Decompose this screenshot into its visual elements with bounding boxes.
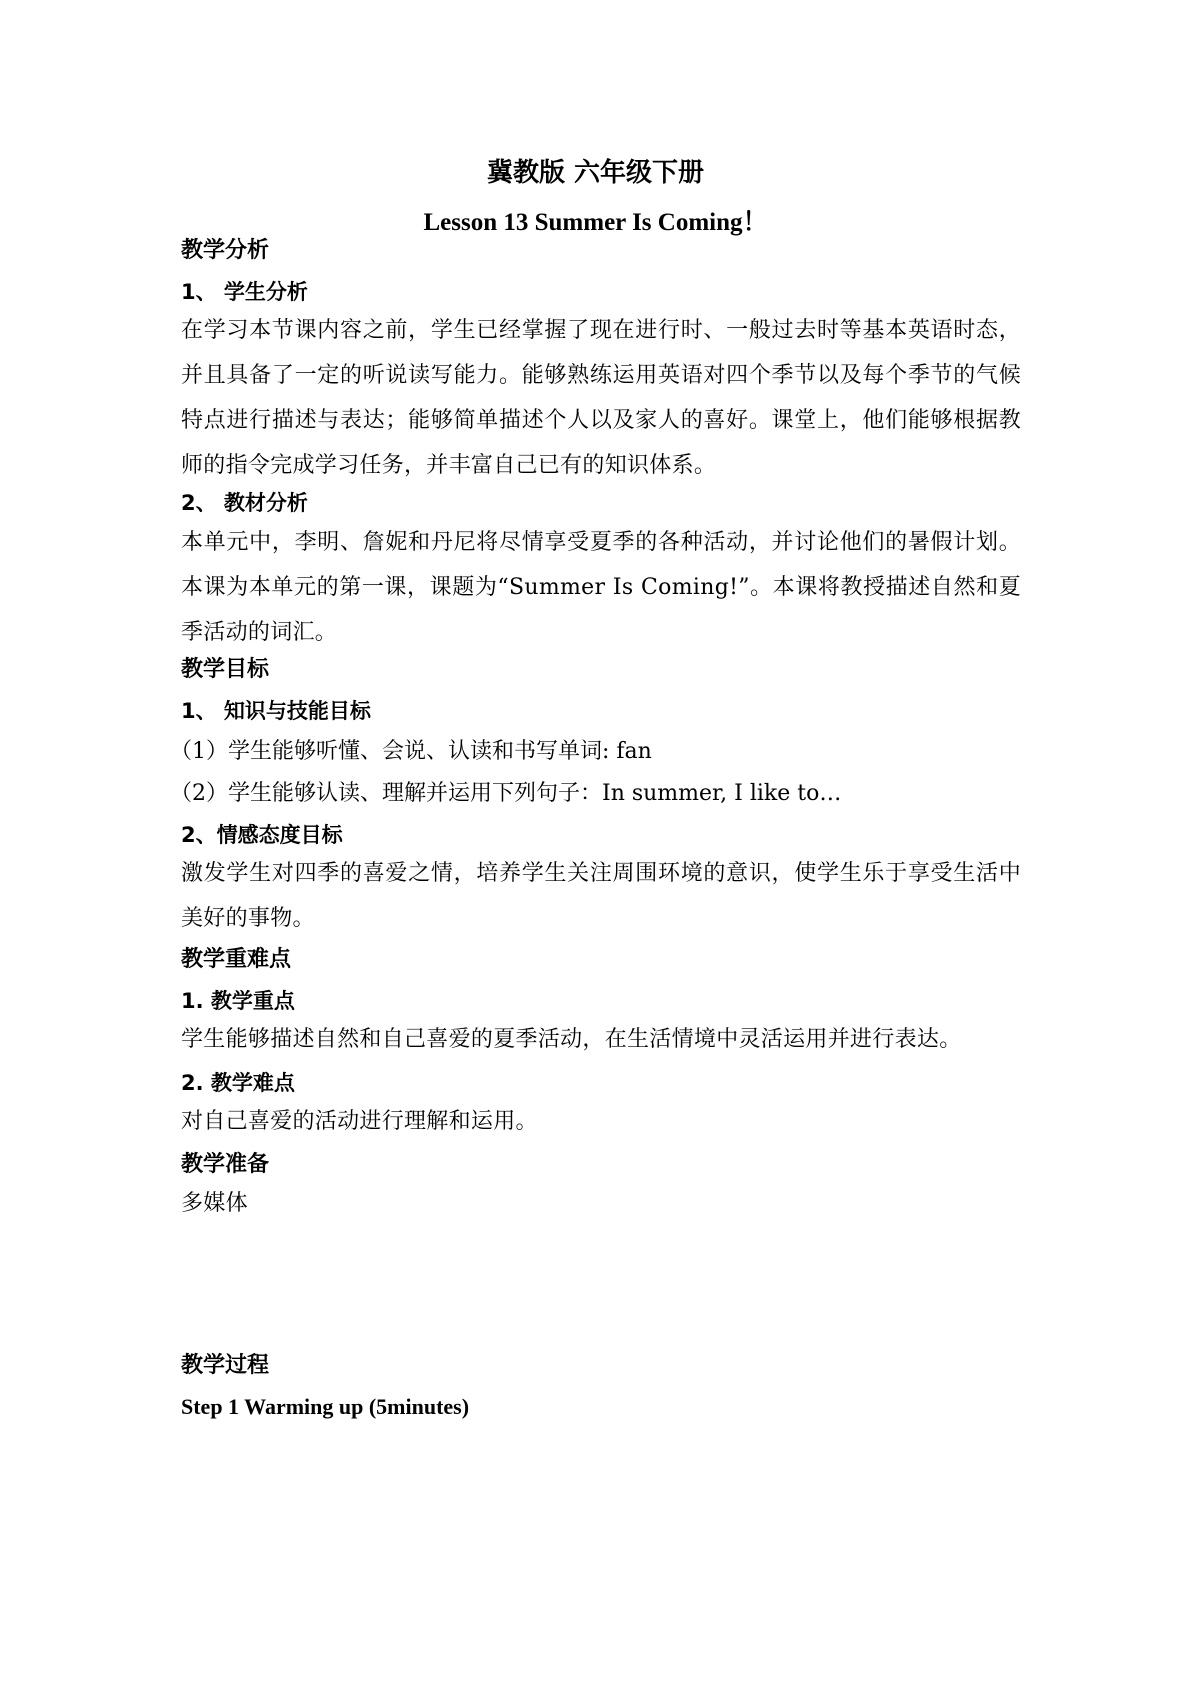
subheading-knowledge-skills: 1、 知识与技能目标 xyxy=(181,699,371,723)
subheading-material-analysis: 2、 教材分析 xyxy=(181,491,308,515)
section-heading-objectives: 教学目标 xyxy=(181,657,270,682)
section-heading-preparation: 教学准备 xyxy=(181,1152,270,1177)
paragraph-material-analysis: 本单元中，李明、詹妮和丹尼将尽情享受夏季的各种活动，并讨论他们的暑假计划。本课为本单元的第一课，课题为“Summer Is Coming!”。本课将教授描述自然和夏季活动的词汇。 xyxy=(181,530,1021,645)
step-1-heading: Step 1 Warming up (5minutes) xyxy=(181,1394,470,1419)
objective-item-2: （2）学生能够认读、理解并运用下列句子：In summer, I like to… xyxy=(170,781,842,806)
document-title: 冀教版 六年级下册 xyxy=(486,158,705,188)
objective-item-1: （1）学生能够听懂、会说、认读和书写单词: fan xyxy=(170,739,652,764)
paragraph-preparation: 多媒体 xyxy=(181,1191,248,1216)
section-heading-analysis: 教学分析 xyxy=(181,238,270,263)
paragraph-difficulty: 对自己喜爱的活动进行理解和运用。 xyxy=(181,1109,538,1134)
subheading-key-focus: 1. 教学重点 xyxy=(181,989,295,1013)
section-heading-key-points: 教学重难点 xyxy=(181,947,292,972)
subheading-difficulty: 2. 教学难点 xyxy=(181,1071,295,1095)
section-heading-process: 教学过程 xyxy=(181,1353,270,1378)
subheading-emotional-goals: 2、情感态度目标 xyxy=(181,823,343,847)
lesson-title: Lesson 13 Summer Is Coming！ xyxy=(423,209,768,236)
paragraph-student-analysis: 在学习本节课内容之前，学生已经掌握了现在进行时、一般过去时等基本英语时态，并且具备了一定的听说读写能力。能够熟练运用英语对四个季节以及每个季节的气候特点进行描述与表达；能够简单描述个人以及家人的喜好。课堂上，他们能够根据教师的指令完成学习任务，并丰富自己已有的知识体系。 xyxy=(181,318,1021,478)
paragraph-emotional-goals: 激发学生对四季的喜爱之情，培养学生关注周围环境的意识，使学生乐于享受生活中美好的事物。 xyxy=(181,861,1021,931)
paragraph-key-focus: 学生能够描述自然和自己喜爱的夏季活动，在生活情境中灵活运用并进行表达。 xyxy=(181,1027,962,1052)
subheading-student-analysis: 1、 学生分析 xyxy=(181,280,308,304)
